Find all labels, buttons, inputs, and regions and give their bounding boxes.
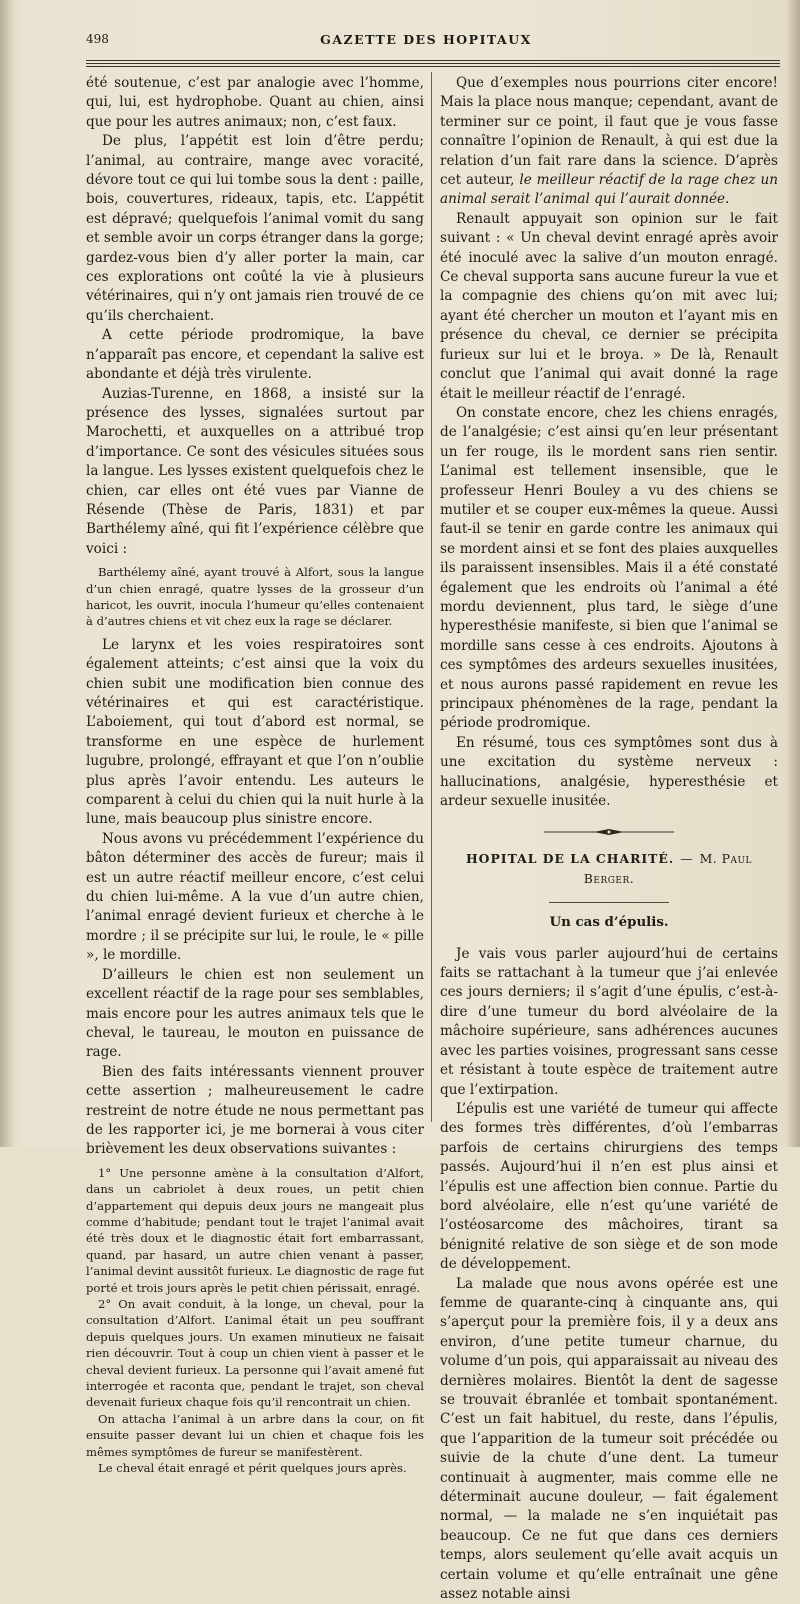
paragraph: La malade que nous avons opérée est une femme de quarante-cinq à cinquante ans, qui s’aperçut pour la première fois, il y a deux ans environ, d’une petite tumeur charnue, du volume d’un pois, qui apparaissait au niveau des dernières molaires. Bientôt la dent de sagesse se trouvait ébranlée et tombait spontanément. C’est un fait habituel, du reste, dans l’épulis, que l’apparition de la tumeur soit précédée ou suivie de la chute d’une dent. La tumeur continuait à augmenter, mais comme elle ne déterminait aucune douleur, — fait également normal, — la malade ne s’en inquiétait pas beaucoup. Ce ne fut que dans ces derniers temps, alors seulement qu’elle avait acquis un certain volume et qu’elle entraînait une gêne assez notable ainsi: [440, 1275, 778, 1603]
paragraph: De plus, l’appétit est loin d’être perdu; l’animal, au contraire, mange avec voracité, dévore tout ce qui lui tombe sous la dent : paille, bois, couvertures, rideaux, tapis, etc. L’appétit est dépravé; quelquefois l’animal vomit du sang et semble avoir un corps étranger dans la gorge; gardez-vous bien d’y aller porter la main, car ces explorations ont coûté la vie à plusieurs vétérinaires, qui n’y ont jamais rien trouvé de ce qu’ils cherchaient.: [86, 133, 424, 324]
observation-item: 1° Une personne amène à la consultation d’Alfort, dans un cabriolet à deux roues, un petit chien d’appartement qui depuis deux jours ne mangeait plus comme d’habitude; pendant tout le trajet l’animal avait été très doux et le diagnostic était fort embarrassant, quand, par hasard, un autre chien venant à passer, l’animal devint aussitôt furieux. Le diagnostic de rage fut porté et trois jours après le petit chien périssait, enragé.: [86, 1165, 424, 1295]
article-title: Un cas d’épulis.: [549, 914, 669, 931]
paragraph-text: Que d’exemples nous pourrions citer encore! Mais la place nous manque; cependant, avant de terminer sur ce point, il faut que je vous fasse connaître l’opinion de Renault, à qui est due la relation d’un fait rare dans la science. D’après cet auteur,: [440, 75, 778, 189]
header-rule: [86, 66, 780, 67]
observation-item: On attacha l’animal à un arbre dans la cour, on fit ensuite passer devant lui un chien et chaque fois les mêmes symptômes de fureur se manifestèrent.: [86, 1411, 424, 1459]
paragraph: L’épulis est une variété de tumeur qui affecte des formes très différentes, d’où l’embarras parfois de certains chirurgiens des temps passés. Aujourd’hui il n’en est plus ainsi et l’épulis est une affection bien connue. Partie du bord alvéolaire, elle n’est qu’une variété de l’ostéosarcome des mâchoires, tirant sa bénignité relative de son siège et de son mode de développement.: [440, 1100, 778, 1273]
paragraph: [440, 74, 778, 210]
observations-list: [86, 1165, 424, 1477]
header-rule: [86, 63, 780, 64]
paragraph: D’ailleurs le chien est non seulement un excellent réactif de la rage pour ses semblables, mais encore pour les autres animaux tels que le cheval, le taureau, le mouton en puissance de rage.: [86, 966, 424, 1061]
paragraph: Nous avons vu précédemment l’expérience du bâton déterminer des accès de fureur; mais il est un autre réactif meilleur encore, c’est celui du chien lui-même. A la vue d’un autre chien, l’animal enragé devient furieux et cherche à le mordre ; il se précipite sur lui, le roule, le « pille », le mordille.: [86, 830, 424, 964]
paragraph: En résumé, tous ces symptômes sont dus à une excitation du système nerveux : hallucinations, analgésie, hyperesthésie et ardeur sexuelle inusitée.: [440, 734, 778, 810]
page-number: 498: [86, 32, 109, 46]
journal-title: GAZETTE DES HOPITAUX: [320, 32, 532, 47]
quoted-observation: [86, 564, 424, 630]
page-edge-shadow-right: [786, 0, 800, 1147]
hospital-name: HOPITAL DE LA CHARITÉ.: [465, 851, 675, 867]
paragraph: On constate encore, chez les chiens enragés, de l’analgésie; c’est ainsi qu’en leur présentant un fer rouge, ils le mordent sans rien sentir. L’animal est tellement insensible, que le professeur Henri Bouley a vu des chiens se mutiler et se couper eux-mêmes la queue. Aussi faut-il se tenir en garde contre les animaux qui se mordent ainsi et se font des plaies auxquelles ils paraissent insensibles. Mais il a été constaté également que les endroits où l’animal a été mordu deviennent, plus tard, le siège d’une hyperesthésie manifeste, si bien que l’animal se mordille sans cesse à ces endroits. Ajoutons à ces symptômes des ardeurs sexuelles inusitées, et nous aurons passé rapidement en revue les principaux phénomènes de la rage, pendant la période prodromique.: [440, 404, 778, 732]
page-edge-shadow-left: [0, 0, 14, 1147]
paragraph: Auzias-Turenne, en 1868, a insisté sur la présence des lysses, signalées surtout par Marochetti, et auxquelles on a attribué trop d’importance. Ce sont des vésicules situées sous la langue. Les lysses existent quelquefois chez le chien, car elles ont été vues par Vianne de Résende (Thèse de Paris, 1831) et par Barthélemy aîné, qui fit l’expérience célèbre que voici :: [86, 385, 424, 557]
page-header: [86, 32, 766, 54]
italic-quote: le meilleur réactif de la rage chez un animal serait l’animal qui l’aurait donnée.: [440, 172, 778, 208]
paragraph: Renault appuyait son opinion sur le fait suivant : « Un cheval devint enragé après avoir été inoculé avec la salive d’un mouton enragé. Ce cheval supporta sans aucune fureur la vue et la compagnie des chiens qu’on mit avec lui; ayant été chercher un mouton et l’ayant mis en présence du cheval, ce dernier se précipita furieux sur lui et le broya. » De là, Renault conclut que l’animal qui avait donné la rage était le meilleur réactif de l’enragé.: [440, 210, 778, 402]
ornamental-rule: [440, 827, 778, 837]
header-rule: [86, 60, 780, 61]
heading-dash: —: [680, 851, 694, 867]
paragraph: été soutenue, c’est par analogie avec l’homme, qui, lui, est hydrophobe. Quant au chien, ainsi que pour les autres animaux; non, c’est faux.: [86, 75, 424, 130]
ornament-icon: [544, 827, 674, 837]
observation-item: 2° On avait conduit, à la longe, un cheval, pour la consultation d’Alfort. L’animal était un peu souffrant depuis quelques jours. Un examen minutieux ne faisait rien découvrir. Tout à coup un chien vient à passer et le cheval devient furieux. La personne qui l’avait amené fut interrogée et raconta que, pendant le trajet, son cheval devenait furieux chaque fois qu’il rencontrait un chien.: [86, 1297, 424, 1410]
quote-text: Barthélemy aîné, ayant trouvé à Alfort, sous la langue d’un chien enragé, quatre lysses de la grosseur d’un haricot, les ouvrit, inocula l’humeur qu’elles contenaient à d’autres chiens et vit chez eux la rage se déclarer.: [86, 565, 424, 629]
left-column: [86, 74, 424, 1482]
paragraph: Le larynx et les voies respiratoires sont également atteints; c’est ainsi que la voix du chien subit une modification bien connue des vétérinaires et qui est caractéristique. L’aboiement, qui tout d’abord est normal, se transforme en une espèce de hurlement lugubre, prolongé, effrayant et que l’on n’oublie plus après l’avoir entendu. Les auteurs le comparent à celui du chien qui la nuit hurle à la lune, mais beaucoup plus sinistre encore.: [86, 636, 424, 828]
paragraph: Je vais vous parler aujourd’hui de certains faits se rattachant à la tumeur que j’ai enlevée ces jours derniers; il s’agit d’une épulis, c’est-à-dire d’une tumeur du bord alvéolaire de la mâchoire supérieure, sans adhérences aucunes avec les parties voisines, progressant sans cesse et résistant à toute espèce de traitement autre que l’extirpation.: [440, 945, 778, 1098]
column-divider: [431, 72, 432, 1122]
paragraph: A cette période prodromique, la bave n’apparaît pas encore, et cependant la salive est abondante et déjà très virulente.: [86, 327, 424, 383]
section-heading: [440, 849, 778, 888]
paragraph: Bien des faits intéressants viennent prouver cette assertion ; malheureusement le cadre restreint de notre étude ne nous permettant pas de les rapporter ici, je me bornerai à vous citer brièvement les deux observations suivantes :: [86, 1063, 424, 1158]
observation-item: Le cheval était enragé et périt quelques jours après.: [98, 1461, 407, 1476]
right-column: [440, 74, 778, 1604]
author-name: M. Paul Berger.: [583, 851, 753, 886]
section-rule: [549, 902, 669, 903]
